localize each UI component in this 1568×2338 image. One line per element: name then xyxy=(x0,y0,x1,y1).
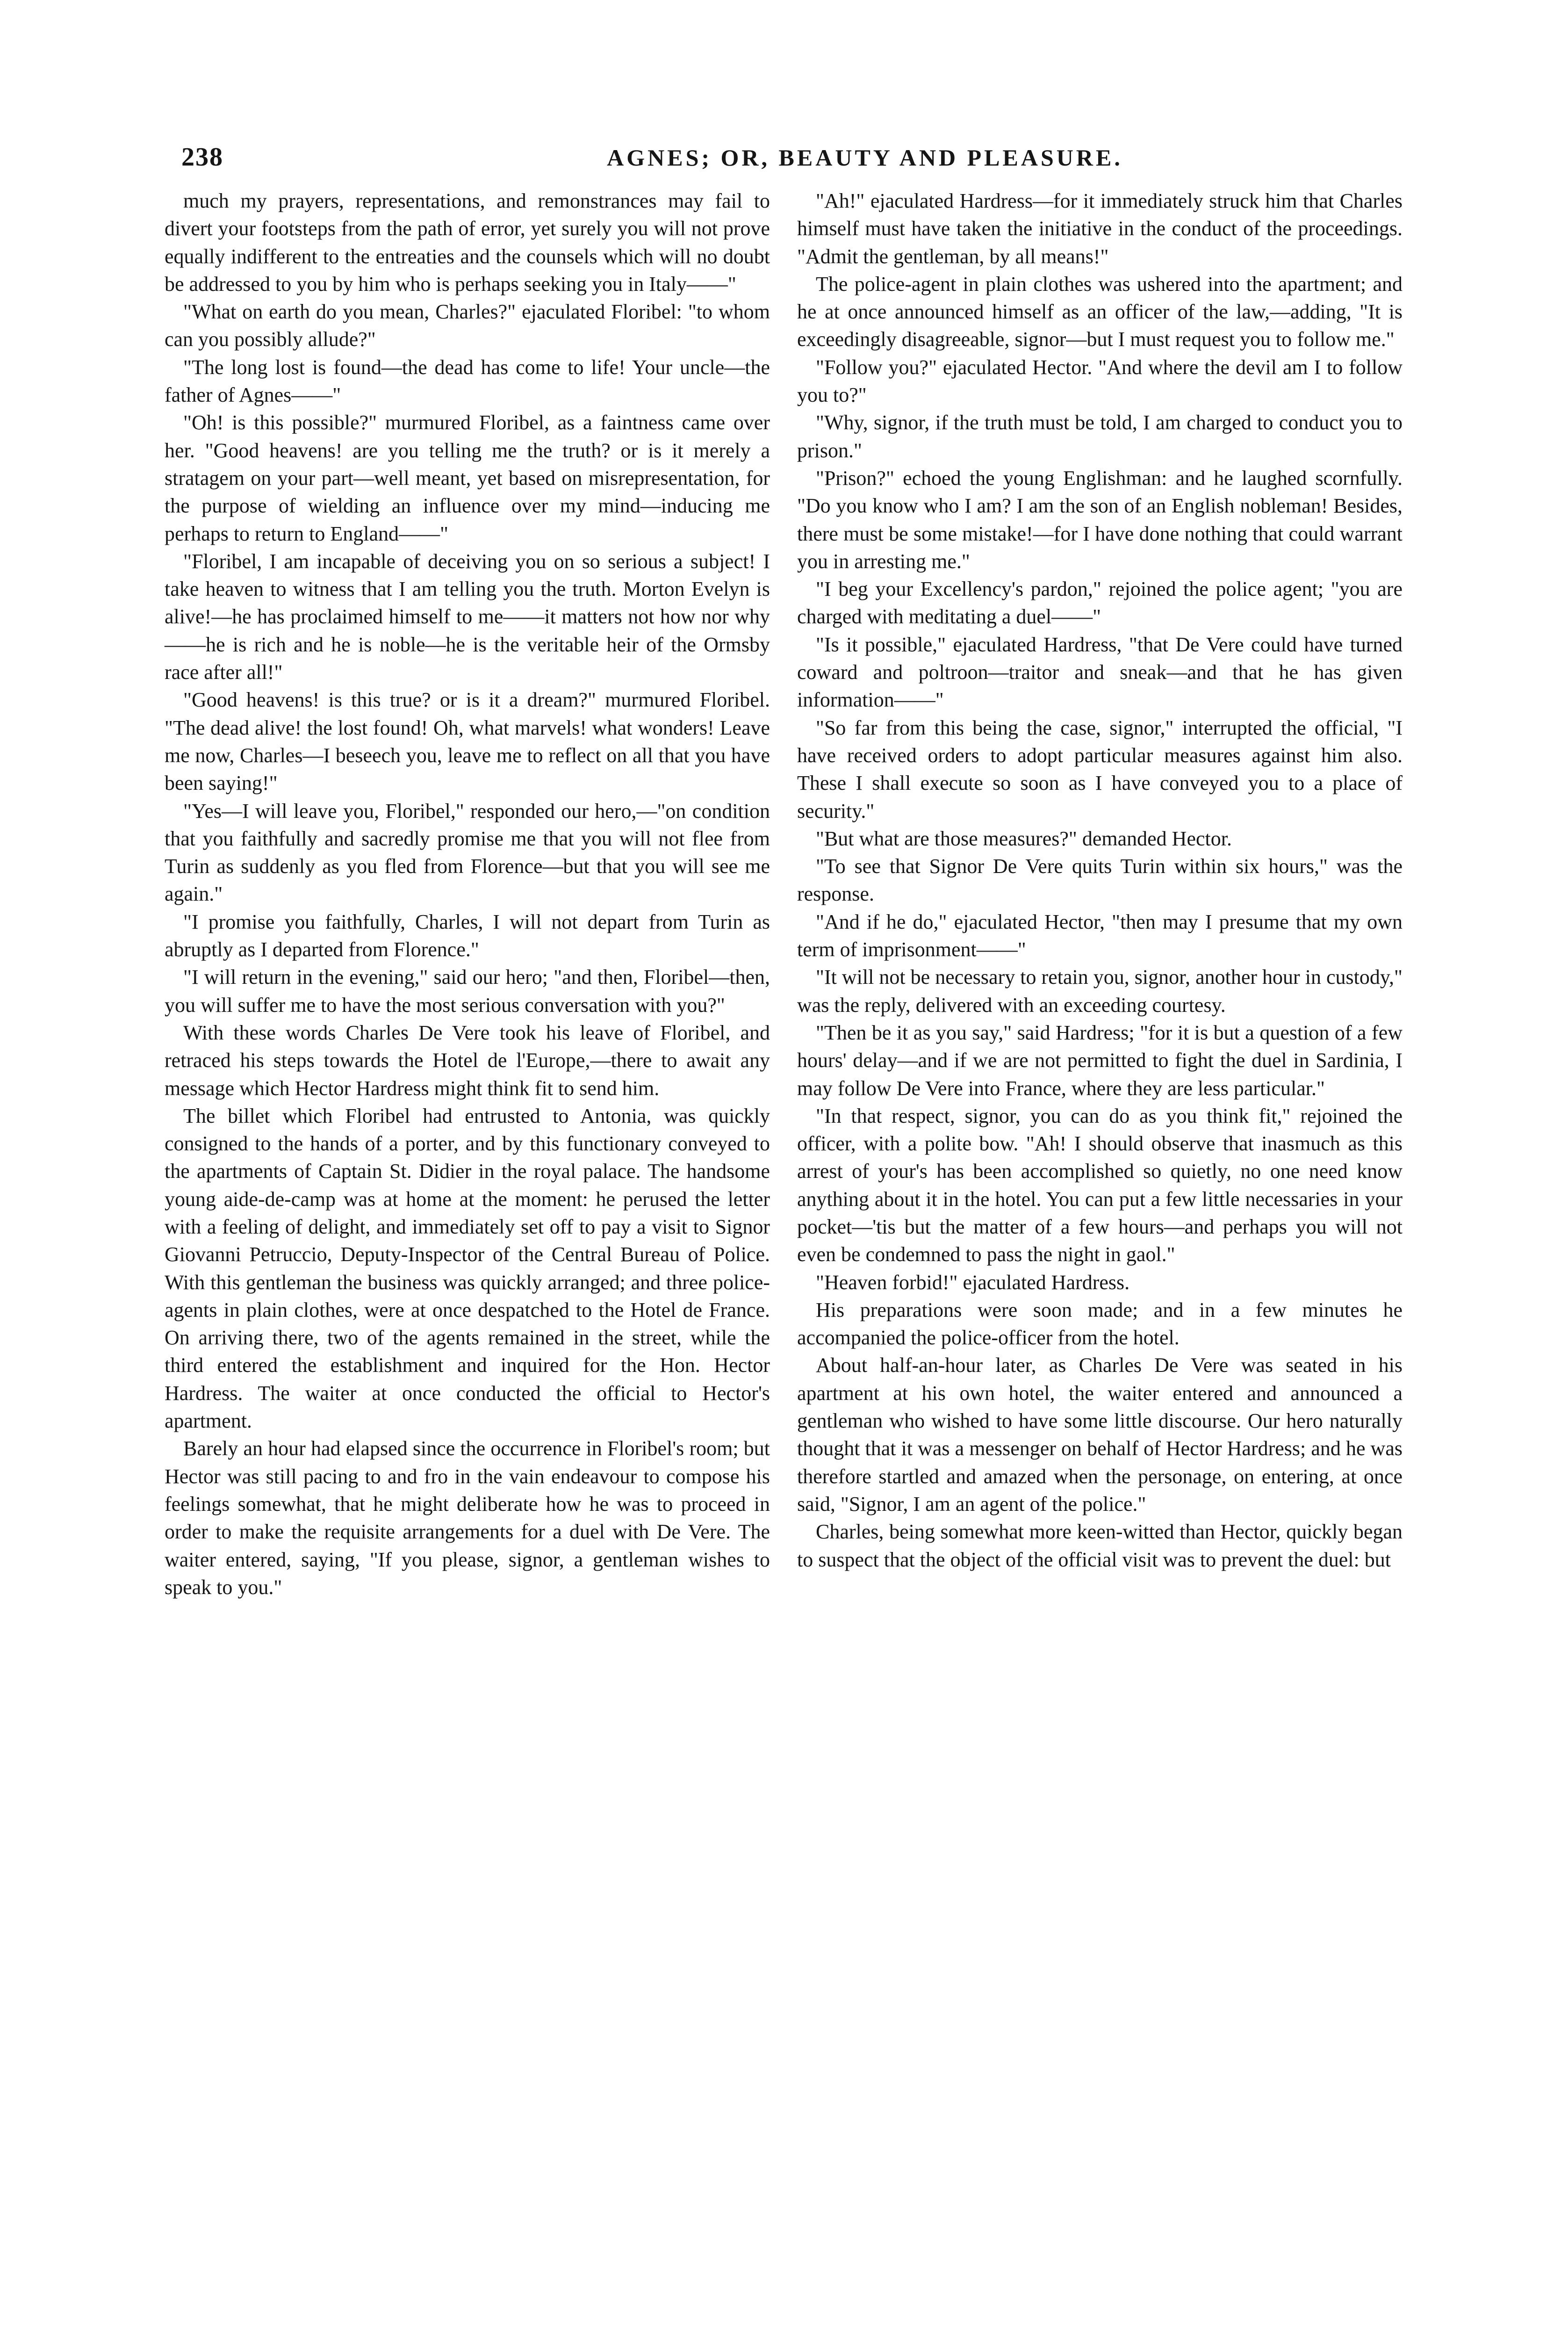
paragraph: The billet which Floribel had entrusted to Antonia, was quickly consigned to the hands of a porter, and by this functionary conveyed to the apartments of Captain St. Didier in the royal palace. The handsome young aide-de-camp was at home at the moment: he perused the letter with a feeling of delight, and immediately set off to pay a visit to Signor Giovanni Petruccio, Deputy-Inspector of the Central Bureau of Police. With this gentleman the business was quickly arranged; and three police-agents in plain clothes, were at once despatched to the Hotel de France. On arriving there, two of the agents remained in the street, while the third entered the establishment and inquired for the Hon. Hector Hardress. The waiter at once conducted the official to Hector's apartment. xyxy=(165,1104,770,1433)
paragraph: Barely an hour had elapsed since the occurrence in Floribel's room; but Hector was still pacing to and fro in the vain endeavour to compose his feelings somewhat, that he might deliberate how he was to proceed in order to make the requisite arrangements for a duel with De Vere. The waiter entered, saying, "If you please, signor, a gentleman wishes to speak to you." xyxy=(165,1437,770,1599)
paragraph: "I beg your Excellency's pardon," rejoined the police agent; "you are charged with meditating a duel——" xyxy=(797,577,1403,628)
paragraph: "What on earth do you mean, Charles?" ejaculated Floribel: "to whom can you possibly allude?" xyxy=(165,300,770,351)
paragraph: "Oh! is this possible?" murmured Floribel, as a faintness came over her. "Good heavens! are you telling me the truth? or is it merely a stratagem on your part—well meant, yet based on misrepresentation, for the purpose of wielding an influence over my mind—inducing me perhaps to return to England——" xyxy=(165,411,770,545)
paragraph: "I will return in the evening," said our hero; "and then, Floribel—then, you will suffer me to have the most serious conversation with you?" xyxy=(165,966,770,1017)
paragraph: "Heaven forbid!" ejaculated Hardress. xyxy=(816,1270,1130,1294)
paragraph: With these words Charles De Vere took his leave of Floribel, and retraced his steps towards the Hotel de l'Europe,—there to await any message which Hector Hardress might think fit to send him. xyxy=(165,1021,770,1100)
paragraph: About half-an-hour later, as Charles De Vere was seated in his apartment at his own hotel, the waiter entered and announced a gentleman who wished to have some little discourse. Our hero naturally thought that it was a messenger on behalf of Hector Hardress; and he was therefore startled and amazed when the personage, on entering, at once said, "Signor, I am an agent of the police." xyxy=(797,1354,1403,1515)
page-number: 238 xyxy=(181,143,223,172)
paragraph: "Follow you?" ejaculated Hector. "And where the devil am I to follow you to?" xyxy=(797,355,1403,407)
paragraph: The police-agent in plain clothes was ushered into the apartment; and he at once announced himself as an officer of the law,—adding, "It is exceedingly disagreeable, signor—but I must request you to follow me." xyxy=(797,272,1403,351)
paragraph: "It will not be necessary to retain you, signor, another hour in custody," was the reply, delivered with an exceeding courtesy. xyxy=(797,966,1403,1017)
paragraph: much my prayers, representations, and remonstrances may fail to divert your footsteps from the path of error, yet surely you will not prove equally indifferent to the entreaties and the counsels which will no doubt be addressed to you by him who is perhaps seeking you in Italy——" xyxy=(165,189,770,296)
left-column xyxy=(165,187,770,1601)
paragraph: "So far from this being the case, signor," interrupted the official, "I have received orders to adopt particular measures against him also. These I shall execute so soon as I have conveyed you to a place of security." xyxy=(797,716,1403,823)
paragraph: "Is it possible," ejaculated Hardress, "that De Vere could have turned coward and poltroon—traitor and sneak—and that he has given information——" xyxy=(797,633,1403,712)
paragraph: "Yes—I will leave you, Floribel," responded our hero,—"on condition that you faithfully and sacredly promise me that you will not flee from Turin as suddenly as you fled from Florence—but that you will see me again." xyxy=(165,799,770,906)
right-column xyxy=(797,187,1403,1573)
paragraph: "Ah!" ejaculated Hardress—for it immediately struck him that Charles himself must have taken the initiative in the conduct of the proceedings. "Admit the gentleman, by all means!" xyxy=(797,189,1403,268)
paragraph: "And if he do," ejaculated Hector, "then may I presume that my own term of imprisonment——" xyxy=(797,910,1403,961)
paragraph: "Why, signor, if the truth must be told, I am charged to conduct you to prison." xyxy=(797,411,1403,462)
paragraph: "Floribel, I am incapable of deceiving you on so serious a subject! I take heaven to witness that I am telling you the truth. Morton Evelyn is alive!—he has proclaimed himself to me——it matters not how nor why——he is rich and he is noble—he is the veritable heir of the Ormsby race after all!" xyxy=(165,549,770,684)
paragraph: "Then be it as you say," said Hardress; "for it is but a question of a few hours' delay—and if we are not permitted to fight the duel in Sardinia, I may follow De Vere into France, where they are less particular." xyxy=(797,1021,1403,1100)
paragraph: Charles, being somewhat more keen-witted than Hector, quickly began to suspect that the object of the official visit was to prevent the duel: but xyxy=(797,1520,1403,1571)
running-head: AGNES; OR, BEAUTY AND PLEASURE. xyxy=(607,144,1123,171)
paragraph: "To see that Signor De Vere quits Turin within six hours," was the response. xyxy=(797,855,1403,906)
paragraph: "I promise you faithfully, Charles, I will not depart from Turin as abruptly as I departed from Florence." xyxy=(165,910,770,961)
paragraph: "The long lost is found—the dead has come to life! Your uncle—the father of Agnes——" xyxy=(165,355,770,407)
paragraph: "Good heavens! is this true? or is it a dream?" murmured Floribel. "The dead alive! the lost found! Oh, what marvels! what wonders! Leave me now, Charles—I beseech you, leave me to reflect on all that you have been saying!" xyxy=(165,688,770,795)
paragraph: "Prison?" echoed the young Englishman: and he laughed scornfully. "Do you know who I am? I am the son of an English nobleman! Besides, there must be some mistake!—for I have done nothing that could warrant you in arresting me." xyxy=(797,466,1403,573)
paragraph: "In that respect, signor, you can do as you think fit," rejoined the officer, with a polite bow. "Ah! I should observe that inasmuch as this arrest of your's has been accomplished so quietly, no one need know anything about it in the hotel. You can put a few little necessaries in your pocket—'tis but the matter of a few hours—and perhaps you will not even be condemned to pass the night in gaol." xyxy=(797,1104,1403,1266)
paragraph: "But what are those measures?" demanded Hector. xyxy=(816,827,1232,850)
paragraph: His preparations were soon made; and in a few minutes he accompanied the police-officer from the hotel. xyxy=(797,1298,1403,1349)
